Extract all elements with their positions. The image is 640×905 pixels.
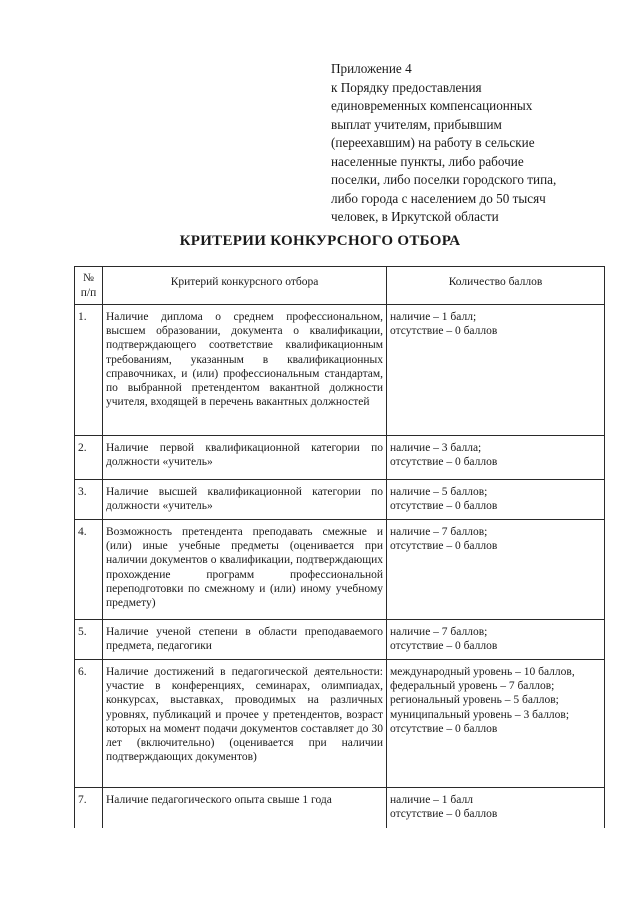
criteria-table <box>74 266 605 828</box>
row-criterion: Наличие высшей квалификационной категории по должности «учитель» <box>103 480 387 520</box>
score-line: отсутствие – 0 баллов <box>390 325 498 338</box>
appendix-line: Приложение 4 <box>331 61 412 76</box>
row-criterion: Наличие ученой степени в области преподаваемого предмета, педагогики <box>103 620 387 660</box>
appendix-line: (переехавшим) на работу в сельские <box>331 135 535 150</box>
appendix-line: населенные пункты, либо рабочие <box>331 153 524 169</box>
score-line: отсутствие – 0 баллов <box>390 808 498 821</box>
score-line: региональный уровень – 5 баллов; <box>390 694 559 707</box>
row-number: 5. <box>75 620 103 660</box>
score-line: муниципальный уровень – 3 баллов; <box>390 708 570 721</box>
row-number: 1. <box>75 305 103 436</box>
table-row <box>75 520 605 620</box>
appendix-line: человек, в Иркутской области <box>331 209 499 224</box>
score-line: наличие – 7 баллов; <box>390 626 488 638</box>
score-line: отсутствие – 0 баллов <box>390 500 498 513</box>
header-number-line2: п/п <box>80 286 97 299</box>
row-number: 3. <box>75 480 103 520</box>
row-number: 7. <box>75 788 103 828</box>
row-number: 6. <box>75 660 103 788</box>
score-line: отсутствие – 0 баллов <box>390 540 498 553</box>
row-score <box>387 436 605 480</box>
score-line: отсутствие – 0 баллов <box>390 640 498 653</box>
score-line: отсутствие – 0 баллов <box>390 722 498 735</box>
row-number: 4. <box>75 520 103 620</box>
row-criterion: Наличие педагогического опыта свыше 1 года <box>103 788 387 828</box>
document-title: КРИТЕРИИ КОНКУРСНОГО ОТБОРА <box>179 233 461 249</box>
header-number <box>75 267 103 305</box>
row-criterion: Наличие диплома о среднем профессиональном, высшем образовании, документа о квалификации, подтверждающего соответствие квалификационным требованиям, указанным в квалификационных справочниках, и (или) профессиональным стандартам, по выбранной претендентом вакантной должности учителя, входящей в перечень вакантных должностей <box>103 305 387 436</box>
header-score: Количество баллов <box>387 267 605 305</box>
row-score <box>387 305 605 436</box>
table-row <box>75 620 605 660</box>
appendix-note <box>331 60 621 227</box>
row-criterion: Наличие достижений в педагогической деятельности: участие в конференциях, семинарах, олимпиадах, конкурсах, выставках, проводимых на различных уровнях, публикаций и прочее у претендентов, возраст которых на момент подачи документов составляет до 30 лет (включительно) (оценивается при наличии подтверждающих документов) <box>103 660 387 788</box>
row-score <box>387 520 605 620</box>
row-score <box>387 788 605 828</box>
score-line: наличие – 1 балл; <box>390 311 477 323</box>
appendix-line: поселки, либо поселки городского типа, <box>331 172 557 187</box>
row-score <box>387 660 605 788</box>
score-line: международный уровень – 10 баллов, <box>390 666 575 678</box>
table-row <box>75 660 605 788</box>
score-line: наличие – 7 баллов; <box>390 526 488 538</box>
score-line: отсутствие – 0 баллов <box>390 456 498 469</box>
header-criterion: Критерий конкурсного отбора <box>103 267 387 305</box>
header-number-line1: № <box>83 271 94 284</box>
table-row <box>75 788 605 828</box>
row-number: 2. <box>75 436 103 480</box>
table-header-row <box>75 267 605 305</box>
score-line: наличие – 5 баллов; <box>390 486 488 498</box>
appendix-line: либо города с населением до 50 тысяч <box>331 190 546 206</box>
appendix-line: к Порядку предоставления <box>331 79 482 95</box>
table-row <box>75 436 605 480</box>
appendix-line: выплат учителям, прибывшим <box>331 116 502 132</box>
row-criterion: Возможность претендента преподавать смежные и (или) иные учебные предметы (оценивается при наличии документов о квалификации, подтверждающих прохождение программ профессиональной переподготовки по смежному и (или) иному учебному предмету) <box>103 520 387 620</box>
table-row <box>75 305 605 436</box>
score-line: наличие – 1 балл <box>390 794 473 806</box>
score-line: федеральный уровень – 7 баллов; <box>390 680 555 693</box>
row-score <box>387 620 605 660</box>
score-line: наличие – 3 балла; <box>390 442 482 454</box>
appendix-line: единовременных компенсационных <box>331 98 533 113</box>
table-row <box>75 480 605 520</box>
row-criterion: Наличие первой квалификационной категории по должности «учитель» <box>103 436 387 480</box>
row-score <box>387 480 605 520</box>
